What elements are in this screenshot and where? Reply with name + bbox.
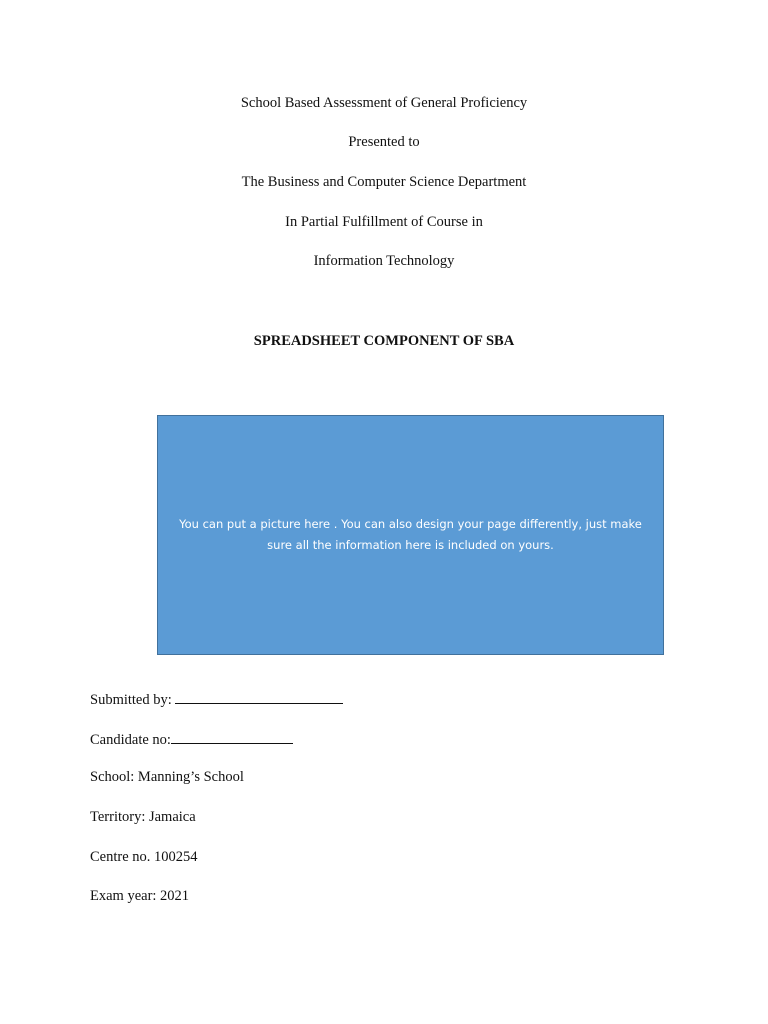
submitted-by-blank xyxy=(175,689,343,704)
territory-line: Territory: Jamaica xyxy=(90,809,196,825)
candidate-no-field xyxy=(90,729,293,749)
picture-placeholder-text: You can put a picture here . You can also design your page differently, just make sure all the information here is included on yours. xyxy=(179,517,642,552)
submitted-by-field xyxy=(90,689,343,709)
candidate-no-label: Candidate no: xyxy=(90,732,171,748)
picture-placeholder-box xyxy=(157,415,664,655)
fulfillment-line: In Partial Fulfillment of Course in xyxy=(285,214,483,230)
department-line: The Business and Computer Science Department xyxy=(241,174,527,190)
assessment-title: School Based Assessment of General Proficiency xyxy=(240,95,528,111)
component-heading: SPREADSHEET COMPONENT OF SBA xyxy=(253,333,515,349)
submitted-by-label: Submitted by: xyxy=(90,692,172,708)
candidate-no-blank xyxy=(171,729,293,744)
course-name-line: Information Technology xyxy=(313,253,455,269)
centre-no-line: Centre no. 100254 xyxy=(90,849,198,865)
presented-to-line: Presented to xyxy=(348,134,420,150)
school-line: School: Manning’s School xyxy=(90,769,244,785)
exam-year-line: Exam year: 2021 xyxy=(90,888,190,904)
